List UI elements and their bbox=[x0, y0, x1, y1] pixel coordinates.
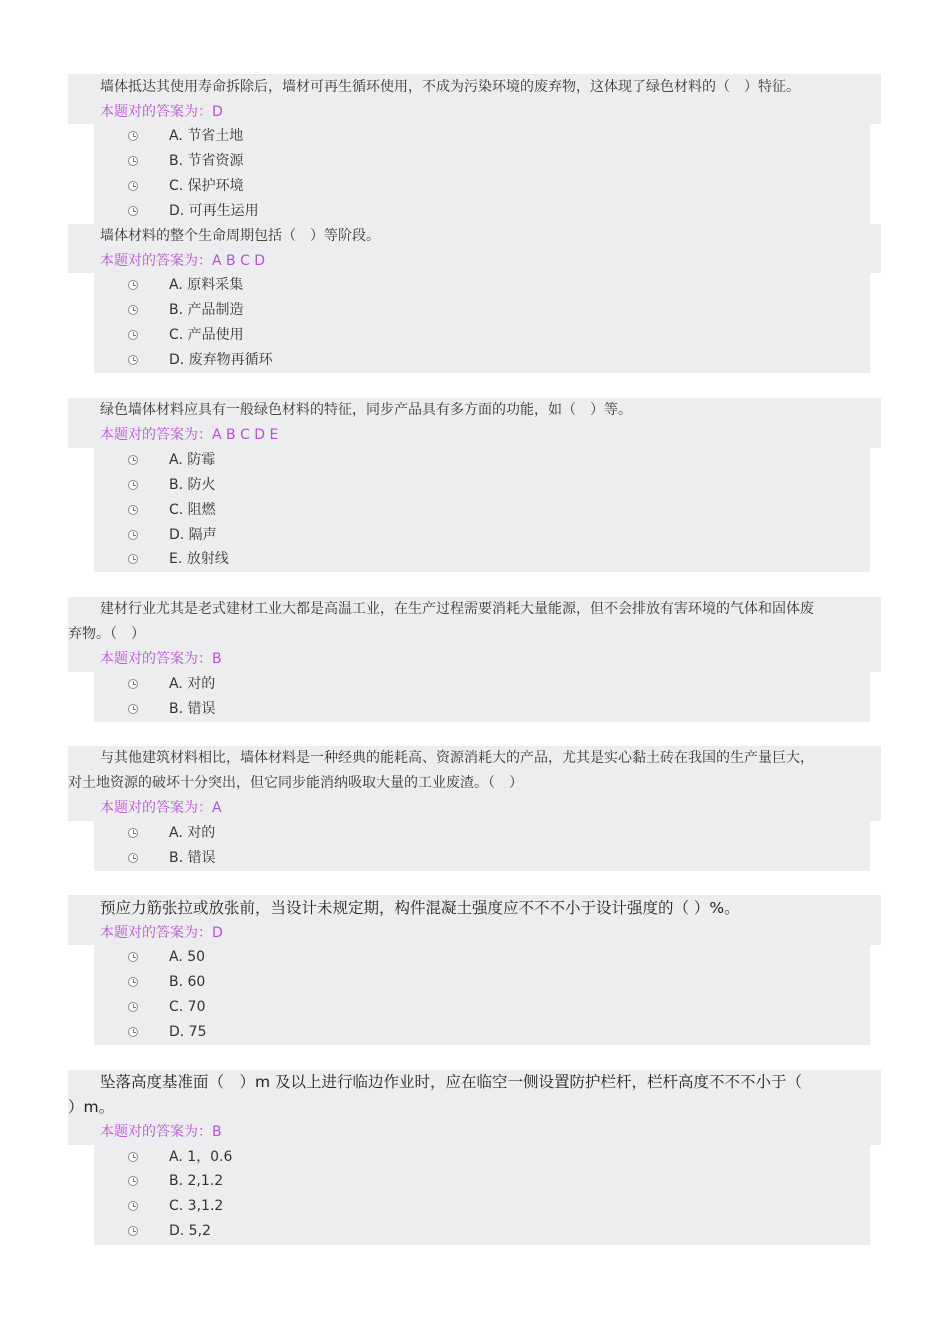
options-list bbox=[94, 1145, 870, 1245]
option-label: A. 对的 bbox=[169, 676, 216, 692]
question-text: 建材行业尤其是老式建材工业大都是高温工业，在生产过程需要消耗大量能源，但不会排放有害环境的气体和固体废 bbox=[100, 601, 814, 617]
radio-icon[interactable] bbox=[128, 505, 138, 515]
radio-icon[interactable] bbox=[128, 554, 138, 564]
option-b[interactable] bbox=[94, 149, 870, 174]
radio-icon[interactable] bbox=[128, 679, 138, 689]
radio-icon[interactable] bbox=[128, 828, 138, 838]
options-list bbox=[94, 672, 870, 722]
option-b[interactable] bbox=[94, 473, 870, 498]
option-label: B. 防火 bbox=[169, 477, 216, 493]
option-c[interactable] bbox=[94, 323, 870, 348]
option-a[interactable] bbox=[94, 448, 870, 473]
question-text: 预应力筋张拉或放张前，当设计未规定期，构件混凝土强度应不不不小于设计强度的（ ）%。 bbox=[100, 899, 740, 917]
answer-text: 本题对的答案为：A bbox=[100, 800, 222, 816]
radio-icon[interactable] bbox=[128, 206, 138, 216]
option-d[interactable] bbox=[94, 1219, 870, 1244]
option-a[interactable] bbox=[94, 672, 870, 697]
radio-icon[interactable] bbox=[128, 355, 138, 365]
option-label: A. 节省土地 bbox=[169, 128, 244, 144]
option-b[interactable] bbox=[94, 298, 870, 323]
option-b[interactable] bbox=[94, 697, 870, 722]
answer-text: 本题对的答案为：B bbox=[100, 651, 222, 667]
question-text: 与其他建筑材料相比，墙体材料是一种经典的能耗高、资源消耗大的产品，尤其是实心黏土砖在我国的生产量巨大， bbox=[100, 750, 814, 766]
option-b[interactable] bbox=[94, 970, 870, 995]
option-d[interactable] bbox=[94, 199, 870, 224]
radio-icon[interactable] bbox=[128, 1226, 138, 1236]
option-label: D. 可再生运用 bbox=[169, 203, 259, 219]
option-e[interactable] bbox=[94, 547, 870, 572]
option-d[interactable] bbox=[94, 523, 870, 548]
radio-icon[interactable] bbox=[128, 280, 138, 290]
options-list bbox=[94, 821, 870, 871]
option-c[interactable] bbox=[94, 1194, 870, 1219]
option-label: A. 原料采集 bbox=[169, 277, 244, 293]
question-text: 绿色墙体材料应具有一般绿色材料的特征，同步产品具有多方面的功能，如（ ）等。 bbox=[100, 402, 632, 418]
radio-icon[interactable] bbox=[128, 131, 138, 141]
option-label: D. 75 bbox=[169, 1024, 207, 1040]
option-label: C. 保护环境 bbox=[169, 178, 244, 194]
question-text-cont: 对土地资源的破坏十分突出，但它同步能消纳吸取大量的工业废渣。（ ） bbox=[68, 775, 523, 791]
radio-icon[interactable] bbox=[128, 1176, 138, 1186]
radio-icon[interactable] bbox=[128, 952, 138, 962]
question-text: 墙体抵达其使用寿命拆除后，墙材可再生循环使用，不成为污染环境的废弃物，这体现了绿色材料的（ ）特征。 bbox=[100, 79, 800, 95]
radio-icon[interactable] bbox=[128, 480, 138, 490]
option-label: B. 错误 bbox=[169, 850, 216, 866]
answer-text: 本题对的答案为：B bbox=[100, 1124, 222, 1140]
radio-icon[interactable] bbox=[128, 181, 138, 191]
radio-icon[interactable] bbox=[128, 305, 138, 315]
option-label: A. 50 bbox=[169, 949, 206, 965]
radio-icon[interactable] bbox=[128, 704, 138, 714]
option-label: B. 节省资源 bbox=[169, 153, 244, 169]
radio-icon[interactable] bbox=[128, 330, 138, 340]
option-label: D. 5,2 bbox=[169, 1223, 211, 1239]
option-c[interactable] bbox=[94, 174, 870, 199]
option-label: D. 废弃物再循环 bbox=[169, 352, 273, 368]
radio-icon[interactable] bbox=[128, 1027, 138, 1037]
answer-text: 本题对的答案为：D bbox=[100, 104, 223, 120]
option-label: C. 产品使用 bbox=[169, 327, 244, 343]
radio-icon[interactable] bbox=[128, 455, 138, 465]
radio-icon[interactable] bbox=[128, 1201, 138, 1211]
option-b[interactable] bbox=[94, 846, 870, 871]
option-c[interactable] bbox=[94, 995, 870, 1020]
answer-text: 本题对的答案为：A B C D E bbox=[100, 427, 279, 443]
option-b[interactable] bbox=[94, 1169, 870, 1194]
radio-icon[interactable] bbox=[128, 156, 138, 166]
option-a[interactable] bbox=[94, 273, 870, 298]
option-label: A. 防霉 bbox=[169, 452, 216, 468]
option-label: B. 错误 bbox=[169, 701, 216, 717]
option-label: D. 隔声 bbox=[169, 527, 217, 543]
radio-icon[interactable] bbox=[128, 1152, 138, 1162]
option-label: C. 阻燃 bbox=[169, 502, 216, 518]
option-label: B. 产品制造 bbox=[169, 302, 244, 318]
option-a[interactable] bbox=[94, 821, 870, 846]
options-list bbox=[94, 124, 870, 224]
answer-text: 本题对的答案为：D bbox=[100, 925, 223, 941]
question-text: 坠落高度基准面（ ）m 及以上进行临边作业时，应在临空一侧设置防护栏杆，栏杆高度不不不小于（ bbox=[100, 1073, 803, 1091]
answer-text: 本题对的答案为：A B C D bbox=[100, 253, 266, 269]
radio-icon[interactable] bbox=[128, 853, 138, 863]
option-c[interactable] bbox=[94, 498, 870, 523]
option-a[interactable] bbox=[94, 945, 870, 970]
option-a[interactable] bbox=[94, 124, 870, 149]
option-label: C. 70 bbox=[169, 999, 206, 1015]
question-text-cont: 弃物。（ ） bbox=[68, 626, 145, 642]
option-d[interactable] bbox=[94, 348, 870, 373]
options-list bbox=[94, 448, 870, 572]
option-label: B. 2,1.2 bbox=[169, 1173, 224, 1189]
options-list bbox=[94, 945, 870, 1045]
option-a[interactable] bbox=[94, 1145, 870, 1170]
option-d[interactable] bbox=[94, 1020, 870, 1045]
options-list bbox=[94, 273, 870, 373]
option-label: A. 1，0.6 bbox=[169, 1149, 233, 1165]
option-label: E. 放射线 bbox=[169, 551, 229, 567]
option-label: A. 对的 bbox=[169, 825, 216, 841]
option-label: C. 3,1.2 bbox=[169, 1198, 224, 1214]
radio-icon[interactable] bbox=[128, 530, 138, 540]
question-text-cont: ）m。 bbox=[68, 1098, 115, 1116]
radio-icon[interactable] bbox=[128, 977, 138, 987]
question-text: 墙体材料的整个生命周期包括（ ）等阶段。 bbox=[100, 228, 380, 244]
option-label: B. 60 bbox=[169, 974, 206, 990]
radio-icon[interactable] bbox=[128, 1002, 138, 1012]
